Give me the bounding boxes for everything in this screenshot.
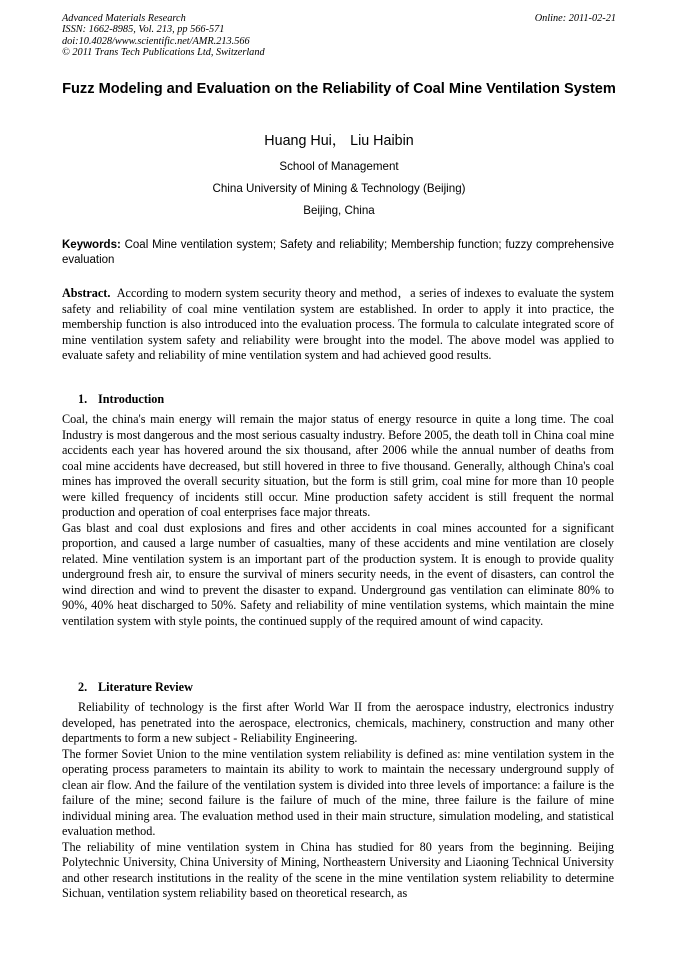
paper-authors: Huang Hui， Liu Haibin [264, 133, 414, 149]
journal-copyright: © 2011 Trans Tech Publications Ltd, Switzerland [62, 47, 265, 59]
journal-info [62, 13, 616, 59]
online-date: Online: 2011-02-21 [534, 13, 616, 24]
abstract [62, 286, 614, 364]
paper-title: Fuzz Modeling and Evaluation on the Reliability of Coal Mine Ventilation System [62, 81, 616, 97]
keywords-label: Keywords: [62, 239, 121, 251]
literature-paragraph-3: The reliability of mine ventilation system in China has studied for 80 years from the beginning. Beijing Polytechnic University, China University of Mining, Northeastern University and Liaoning Technical University and other research institutions in the reality of the scene in the mine ventilation system reliability to determine Sichuan, ventilation system reliability based on theoretical research, as [62, 839, 614, 900]
keywords [62, 238, 614, 268]
literature-paragraph-2: The former Soviet Union to the mine ventilation system reliability is defined as: mine ventilation system in the operating process parameters to maintain its ability to work to maintain the necessary underground supply of clean air flow. And the failure of the ventilation system is divided into three levels of importance: a failure is the failure of the mine; second failure is the failure of much of the mine, three failure is the failure of mine individual mining area. The evaluation method used in their main structure, simulation modeling, and statistical evaluation method. [62, 746, 614, 838]
section-heading-literature-review [78, 680, 193, 695]
introduction-body [62, 412, 614, 629]
affiliation-city: Beijing, China [303, 204, 375, 217]
affiliation-university: China University of Mining & Technology (Beijing) [212, 182, 466, 195]
literature-review-body [62, 700, 614, 902]
literature-paragraph-1: Reliability of technology is the first after World War II from the aerospace industry, electronics industry developed, has penetrated into the aerospace, electronics, chemicals, machinery, construction and many other departments to form a new subject - Reliability Engineering. [62, 700, 614, 745]
keywords-text: Coal Mine ventilation system; Safety and reliability; Membership function; fuzzy comprehensive evaluation [62, 239, 614, 266]
introduction-paragraph-2: Gas blast and coal dust explosions and fires and other accidents in coal mines accounted for a significant proportion, and caused a large number of casualties, many of these accidents and mine ventilation are closely related. Mine ventilation system is an important part of the production system. It is enough to provide quality underground fresh air, to ensure the survival of miners security needs, in the event of disasters, can control the wind direction and wind to prevent the disaster to expand. Underground gas ventilation can eliminate 80% to 90%, 40% heat discharged to 50%. Safety and reliability of mine ventilation systems, which maintain the mine ventilation system with style points, the continued supply of the required amount of wind capacity. [62, 520, 614, 628]
abstract-label: Abstract. [62, 286, 111, 300]
section-number: 2. [78, 680, 88, 694]
section-heading-introduction [78, 392, 164, 407]
affiliation-school: School of Management [279, 160, 399, 173]
section-title: Introduction [98, 392, 165, 406]
journal-doi: doi:10.4028/www.scientific.net/AMR.213.566 [62, 35, 250, 47]
section-title: Literature Review [98, 680, 193, 694]
section-number: 1. [78, 392, 88, 406]
journal-header [62, 13, 616, 59]
abstract-text: According to modern system security theory and method，a series of indexes to evaluate the system safety and reliability of coal mine ventilation system are established. In order to apply it into practice, the membership function is also introduced into the evaluation process. The formula to calculate integrated score of mine ventilation system safety and reliability were brought into the model. The above model was applied to evaluate safety and reliability of mine ventilation system and had achieved good results. [62, 286, 615, 362]
journal-name: Advanced Materials Research [62, 13, 186, 24]
introduction-paragraph-1: Coal, the china's main energy will remain the major status of energy resource in quite a long time. The coal Industry is most dangerous and the most serious casualty industry. Before 2005, the death toll in China coal mine accidents each year has hovered around the six thousand, after 2006 while the annual number of deaths from coal mine accidents have decreased, but still hovered in three to five thousand. Generally, although China's coal mines has improved the overall security situation, but the form is still grim, coal mine for more than 10 people were killed frequency of incidents still occur. Mine production safety accident is still frequent the normal production and operation of coal enterprises face major threats. [62, 412, 614, 519]
journal-issn: ISSN: 1662-8985, Vol. 213, pp 566-571 [62, 24, 225, 36]
